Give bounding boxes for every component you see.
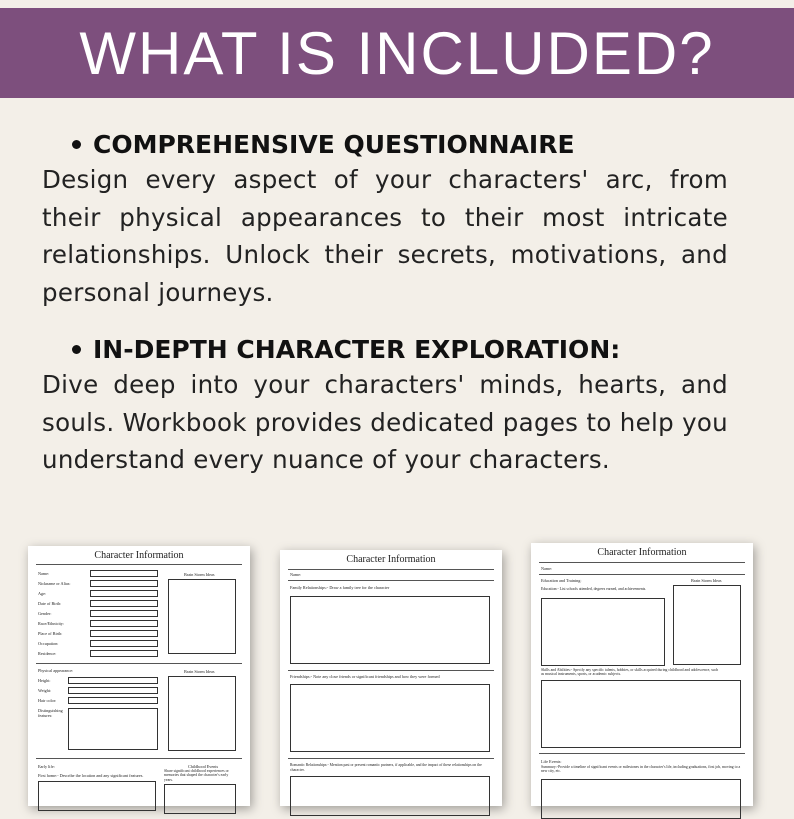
description: First home:- Describe the location and any significant features. bbox=[38, 773, 144, 778]
field-box bbox=[68, 687, 158, 694]
top-strip bbox=[0, 0, 794, 8]
notes-box bbox=[541, 598, 665, 666]
section-label: Romantic Relationships:- Mention past or present romantic partners, if applicable, and the impact of these relationships on the character. bbox=[290, 763, 482, 772]
divider bbox=[288, 758, 494, 759]
notes-box bbox=[290, 776, 490, 816]
section-label: Childhood Events bbox=[188, 764, 219, 769]
description: Share significant childhood experiences or memories that shaped the character's early years. bbox=[164, 769, 229, 782]
brainstorm-box bbox=[168, 579, 236, 654]
field-label: Hair color: bbox=[38, 698, 57, 703]
brainstorm-label: Brain Storm Ideas bbox=[184, 669, 215, 674]
field-label: Nickname or Alias: bbox=[38, 581, 71, 586]
section-body: Design every aspect of your characters' arc, from their physical appearances to their most intricate relationships. Unlock their secrets, motivations, and personal journeys. bbox=[42, 165, 728, 307]
field-box bbox=[90, 630, 158, 637]
field-box bbox=[90, 620, 158, 627]
section-heading bbox=[42, 130, 728, 159]
section-label: Family Relationships:- Draw a family tree for the character bbox=[290, 585, 390, 590]
field-box bbox=[90, 650, 158, 657]
notes-box bbox=[164, 784, 236, 814]
description: Summary:-Provide a timeline of significant events or milestones in the character's life, including graduations, first job, moving to a new city, etc. bbox=[541, 765, 741, 774]
bullet-icon bbox=[72, 345, 81, 354]
page-title: WHAT IS INCLUDED? bbox=[79, 19, 715, 87]
field-box bbox=[90, 610, 158, 617]
divider bbox=[36, 758, 242, 759]
field-label: Gender: bbox=[38, 611, 52, 616]
divider bbox=[36, 663, 242, 664]
heading-text: IN-DEPTH CHARACTER EXPLORATION: bbox=[93, 335, 621, 364]
bullet-icon bbox=[72, 140, 81, 149]
field-box bbox=[68, 697, 158, 704]
preview-page-3 bbox=[531, 543, 753, 806]
field-box bbox=[90, 600, 158, 607]
divider bbox=[288, 580, 494, 581]
sheet-title: Character Information bbox=[94, 550, 184, 561]
section-label: Education and Training: bbox=[541, 578, 582, 583]
field-box bbox=[90, 570, 158, 577]
notes-box bbox=[68, 708, 158, 750]
field-label: Distinguishing features: bbox=[38, 708, 63, 718]
field-label: Occupation: bbox=[38, 641, 59, 646]
field-label: Residence: bbox=[38, 651, 57, 656]
field-label: Race/Ethnicity: bbox=[38, 621, 65, 626]
description: Skills and Abilities:- Specify any specific talents, hobbies, or skills acquired during childhood and adolescence, such as musical instruments, sports, or academic subjects. bbox=[541, 668, 719, 677]
preview-page-1 bbox=[28, 546, 250, 806]
section-label: Friendships:- Note any close friends or significant friendships and how they were formed bbox=[290, 674, 440, 679]
title-banner bbox=[0, 8, 794, 98]
field-label: Weight: bbox=[38, 688, 52, 693]
field-label: Name: bbox=[38, 571, 50, 576]
field-box bbox=[90, 590, 158, 597]
notes-box bbox=[290, 684, 490, 752]
sheet-title: Character Information bbox=[597, 547, 687, 558]
notes-box bbox=[38, 781, 156, 811]
section-label: Early life: bbox=[38, 764, 55, 769]
section-exploration bbox=[42, 335, 728, 479]
brainstorm-box bbox=[168, 676, 236, 751]
divider bbox=[539, 574, 745, 575]
preview-page-2 bbox=[280, 550, 502, 806]
section-questionnaire bbox=[42, 130, 728, 311]
section-label: Physical appearance: bbox=[38, 668, 74, 673]
divider bbox=[288, 569, 494, 570]
divider bbox=[36, 564, 242, 565]
notes-box bbox=[290, 596, 490, 664]
field-box bbox=[90, 640, 158, 647]
sheet-title: Character Information bbox=[346, 554, 436, 565]
brainstorm-label: Brain Storm Ideas bbox=[184, 572, 215, 577]
field-label: Place of Birth: bbox=[38, 631, 63, 636]
section-body: Dive deep into your characters' minds, hearts, and souls. Workbook provides dedicated pages to help you understand every nuance of your characters. bbox=[42, 370, 728, 474]
field-box bbox=[90, 580, 158, 587]
notes-box bbox=[541, 680, 741, 748]
section-label: Life Events: bbox=[541, 759, 562, 764]
field-label: Name: bbox=[290, 572, 302, 577]
field-label: Age: bbox=[38, 591, 47, 596]
divider bbox=[288, 670, 494, 671]
divider bbox=[539, 753, 745, 754]
brainstorm-label: Brain Storm Ideas bbox=[691, 578, 722, 583]
divider bbox=[539, 562, 745, 563]
field-label: Date of Birth: bbox=[38, 601, 62, 606]
section-heading bbox=[42, 335, 728, 364]
field-label: Height: bbox=[38, 678, 51, 683]
field-label: Name: bbox=[541, 566, 553, 571]
field-box bbox=[68, 677, 158, 684]
brainstorm-box bbox=[673, 585, 741, 665]
notes-box bbox=[541, 779, 741, 819]
heading-text: COMPREHENSIVE QUESTIONNAIRE bbox=[93, 130, 575, 159]
description: Education:- List schools attended, degrees earned, and achievements. bbox=[541, 587, 647, 591]
